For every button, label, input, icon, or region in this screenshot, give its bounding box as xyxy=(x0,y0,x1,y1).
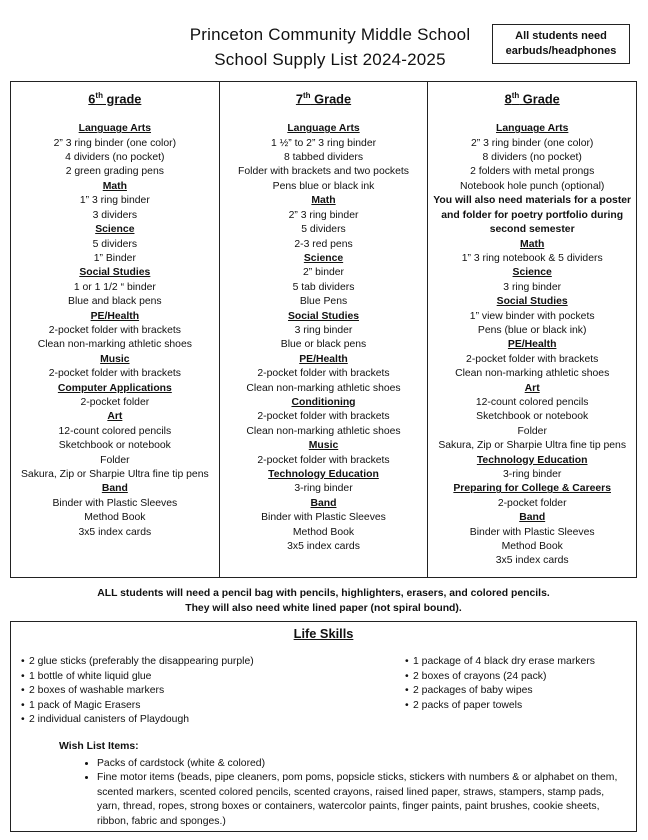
list-item-text: 1 pack of Magic Erasers xyxy=(29,699,141,711)
supply-item: 1 ½” to 2” 3 ring binder xyxy=(270,137,377,149)
supply-item: Pens blue or black ink xyxy=(272,180,375,192)
subject-heading: Computer Applications xyxy=(57,382,172,394)
grade-column xyxy=(219,82,428,577)
list-item xyxy=(21,684,254,699)
supply-item: Sakura, Zip or Sharpie Ultra fine tip pens xyxy=(438,440,627,452)
supply-item: Folder with brackets and two pockets xyxy=(238,166,409,178)
subject-heading: Language Arts xyxy=(496,123,569,135)
supply-item: Blue or black pens xyxy=(280,339,367,351)
wish-list-items xyxy=(59,757,619,830)
supply-item: Sakura, Zip or Sharpie Ultra fine tip pens xyxy=(20,469,209,481)
list-item xyxy=(21,699,254,714)
supply-item: Clean non-marking athletic shoes xyxy=(246,382,401,394)
supply-item: 4 dividers (no pocket) xyxy=(65,152,165,164)
supply-item: 2-pocket folder with brackets xyxy=(257,411,390,423)
subject-heading: Math xyxy=(102,180,127,192)
supply-item: Blue and black pens xyxy=(68,296,162,308)
supply-item: 12-count colored pencils xyxy=(58,425,172,437)
subject-heading: Technology Education xyxy=(476,454,588,466)
list-item xyxy=(21,655,254,670)
grade-number: 6 xyxy=(88,91,96,107)
subject-heading: Art xyxy=(107,411,123,423)
wish-list-title: Wish List Items: xyxy=(59,741,139,752)
grade-heading xyxy=(428,87,636,108)
supply-item: Clean non-marking athletic shoes xyxy=(246,425,401,437)
grade-word: Grade xyxy=(519,91,560,107)
subject-heading: Band xyxy=(101,483,128,495)
supply-item: 1” 3 ring notebook & 5 dividers xyxy=(461,252,603,264)
bullet-icon: • xyxy=(21,670,25,682)
grade-word: grade xyxy=(102,91,142,107)
general-note-line: ALL students will need a pencil bag with pencils, highlighters, erasers, and colored pencils. xyxy=(97,588,550,599)
subject-heading: Math xyxy=(520,238,545,250)
supply-item: 2-pocket folder xyxy=(497,497,567,509)
supply-item: Notebook hole punch (optional) xyxy=(459,180,605,192)
bullet-icon: • xyxy=(21,714,25,725)
supply-item: 2” 3 ring binder (one color) xyxy=(53,137,177,149)
subject-heading: Preparing for College & Careers xyxy=(453,483,611,495)
supply-item: 2-pocket folder with brackets xyxy=(466,353,599,365)
supply-item: Method Book xyxy=(292,526,355,538)
bullet-icon: • xyxy=(405,685,409,696)
bullet-icon: • xyxy=(405,699,409,711)
supply-item: 1” Binder xyxy=(93,252,136,264)
subject-heading: Conditioning xyxy=(291,396,356,408)
supply-item: Folder xyxy=(100,454,130,466)
supply-item: 3-ring binder xyxy=(503,469,562,481)
page-title xyxy=(150,22,510,72)
list-item xyxy=(405,670,595,685)
supply-item: 2-pocket folder with brackets xyxy=(48,368,181,380)
list-item xyxy=(405,684,595,699)
supply-item: 12-count colored pencils xyxy=(475,396,589,408)
supply-item: 3x5 index cards xyxy=(78,526,152,538)
list-item-text: 2 individual canisters of Playdough xyxy=(29,714,189,725)
supply-item: Binder with Plastic Sleeves xyxy=(261,512,386,524)
bullet-icon: • xyxy=(405,656,409,667)
title-line-school: Princeton Community Middle School xyxy=(189,25,471,44)
supply-item: 2-pocket folder with brackets xyxy=(257,368,390,380)
supply-item: 8 tabbed dividers xyxy=(283,152,364,164)
supply-item: Method Book xyxy=(501,541,563,553)
supply-item: 1 or 1 1/2 “ binder xyxy=(73,281,156,293)
supply-item: 5 dividers xyxy=(301,224,346,236)
list-item-text: 2 boxes of crayons (24 pack) xyxy=(413,670,547,682)
supply-item: 3x5 index cards xyxy=(287,541,360,553)
grade-word: Grade xyxy=(310,91,352,107)
subject-heading: Language Arts xyxy=(78,123,152,135)
supply-item: 2” 3 ring binder (one color) xyxy=(470,137,594,149)
subject-heading: Science xyxy=(303,252,344,264)
supply-item: Folder xyxy=(517,425,547,437)
list-item xyxy=(405,699,595,714)
list-item-text: 1 package of 4 black dry erase markers xyxy=(413,656,595,667)
list-item xyxy=(405,655,595,670)
subject-heading: Band xyxy=(519,512,546,524)
headphones-note-box xyxy=(492,24,630,64)
subject-heading: Social Studies xyxy=(287,310,360,322)
life-skills-right-list xyxy=(405,655,595,713)
grade-suffix: th xyxy=(95,91,103,100)
subject-heading: Language Arts xyxy=(287,123,360,135)
supply-item: Method Book xyxy=(84,512,146,524)
supply-item: 3x5 index cards xyxy=(495,555,569,567)
supply-item: 3 ring binder xyxy=(503,281,562,293)
bullet-icon: • xyxy=(405,670,409,682)
subject-heading: PE/Health xyxy=(299,353,348,365)
list-item-text: 2 glue sticks (preferably the disappearing purple) xyxy=(29,656,254,667)
bullet-icon: • xyxy=(21,699,25,711)
subject-heading: Technology Education xyxy=(268,469,379,481)
subject-heading: Social Studies xyxy=(79,267,151,279)
list-item-text: 1 bottle of white liquid glue xyxy=(29,670,152,682)
grade-supply-table xyxy=(10,81,637,578)
subject-heading: PE/Health xyxy=(507,339,557,351)
list-item xyxy=(21,670,254,685)
supply-item: 2 folders with metal prongs xyxy=(470,166,595,178)
supply-item: Blue Pens xyxy=(299,296,348,308)
life-skills-title: Life Skills xyxy=(293,626,354,641)
subject-heading: Math xyxy=(311,195,336,207)
wish-list-item: • Packs of cardstock (white & colored) xyxy=(97,757,619,772)
supply-item: Pens (blue or black ink) xyxy=(477,324,587,336)
bold-note: You will also need materials for a poster and folder for poetry portfolio during second semester xyxy=(433,195,632,236)
grade-number: 8 xyxy=(504,91,512,107)
subject-heading: Science xyxy=(95,224,135,236)
grade-suffix: th xyxy=(511,91,520,100)
supply-item: 1” 3 ring binder xyxy=(79,195,150,207)
grade-heading xyxy=(220,87,428,108)
supply-item: 3 ring binder xyxy=(294,324,353,336)
title-line-list: School Supply List 2024-2025 xyxy=(214,50,446,69)
supply-item: 8 dividers (no pocket) xyxy=(482,152,582,164)
supply-item: 2-3 red pens xyxy=(294,238,353,250)
supply-item: 1” view binder with pockets xyxy=(469,310,595,322)
supply-item: Clean non-marking athletic shoes xyxy=(455,368,610,380)
supply-item: Binder with Plastic Sleeves xyxy=(52,497,178,509)
bullet-icon: • xyxy=(21,656,25,667)
general-note-line: They will also need white lined paper (not spiral bound). xyxy=(185,603,462,614)
subject-heading: Music xyxy=(308,440,339,452)
supply-item: 2-pocket folder with brackets xyxy=(257,454,390,466)
supply-item: Binder with Plastic Sleeves xyxy=(469,526,595,538)
life-skills-left-list xyxy=(21,655,254,728)
supply-item: Sketchbook or notebook xyxy=(476,411,589,423)
subject-heading: Art xyxy=(524,382,540,394)
grade-column xyxy=(11,82,219,577)
grade-column xyxy=(427,82,636,577)
bullet-icon: • xyxy=(21,685,25,696)
grade-suffix: th xyxy=(303,91,311,100)
headphones-note-text: All students need earbuds/headphones xyxy=(505,30,617,57)
supply-item: 2” 3 ring binder xyxy=(288,209,359,221)
supply-item: 3-ring binder xyxy=(294,483,353,495)
grade-number: 7 xyxy=(295,91,304,107)
supply-item: 5 tab dividers xyxy=(292,281,355,293)
supply-item: 2 green grading pens xyxy=(65,166,164,178)
supply-item: 2-pocket folder with brackets xyxy=(48,324,181,336)
supply-item: 5 dividers xyxy=(92,238,138,250)
subject-heading: Music xyxy=(100,353,130,365)
wish-list xyxy=(59,740,619,829)
supply-item: 3 dividers xyxy=(92,209,138,221)
wish-list-item: • Fine motor items (beads, pipe cleaners, pom poms, popsicle sticks, stickers with numbers & or alphabet on them, scented markers, scented colored pencils, scented crayons, raised lined paper, straws, stampers, stamp pads, yarn, thread, ropes, strong boxes or containers, watercolor paints, finger paints, paint brushes, cookie sheets, ribbon, fabric and sponges.) xyxy=(97,771,619,829)
life-skills-box xyxy=(10,621,637,832)
subject-heading: PE/Health xyxy=(90,310,140,322)
supply-item: 2” binder xyxy=(303,267,345,279)
general-supplies-note xyxy=(10,586,637,616)
list-item xyxy=(21,713,254,728)
supply-item: Clean non-marking athletic shoes xyxy=(37,339,192,351)
grade-heading xyxy=(11,87,219,108)
list-item-text: 2 boxes of washable markers xyxy=(29,685,165,696)
subject-heading: Social Studies xyxy=(496,296,568,308)
supply-item: Sketchbook or notebook xyxy=(58,440,171,452)
list-item-text: 2 packs of paper towels xyxy=(413,699,523,711)
list-item-text: 2 packages of baby wipes xyxy=(413,685,533,696)
subject-heading: Science xyxy=(512,267,552,279)
subject-heading: Band xyxy=(310,497,337,509)
supply-item: 2-pocket folder xyxy=(80,396,150,408)
